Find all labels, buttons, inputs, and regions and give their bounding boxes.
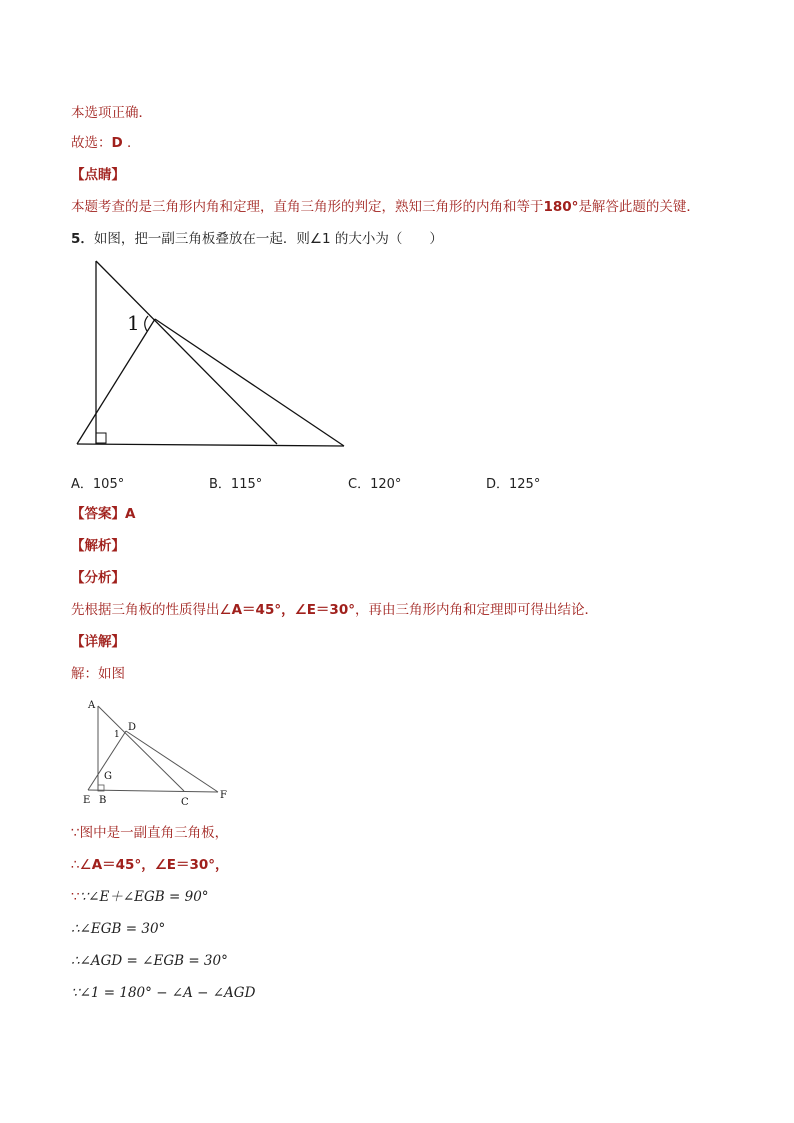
point-text-num: 180° <box>543 199 579 215</box>
answer-value: A <box>125 506 136 522</box>
point-heading: 【点睛】 <box>71 167 125 183</box>
detail-heading: 【详解】 <box>71 634 125 650</box>
step-1: ∵图中是一副直角三角板， <box>71 825 229 841</box>
fig1-edge-ed <box>77 319 155 444</box>
fig1-right-angle-mark <box>96 433 106 443</box>
question-stem <box>71 230 443 248</box>
option-b: B．115° <box>209 477 263 492</box>
step-2: ∴∠A＝45°，∠E＝30°， <box>71 857 229 873</box>
choose-suffix: ． <box>127 135 141 151</box>
option-a: A．105° <box>71 477 125 492</box>
analysis-text: 先根据三角板的性质得出∠A＝45°，∠E＝30°，再由三角形内角和定理即可得出结论． <box>71 602 598 618</box>
fig2-label-e: E <box>83 795 91 806</box>
question-figure <box>70 255 355 455</box>
fig2-label-d: D <box>128 722 137 733</box>
fig2-label-b: B <box>99 795 107 806</box>
choose-line <box>71 134 141 152</box>
fig2-label-a: A <box>88 700 96 711</box>
fig2-label-c: C <box>181 797 189 808</box>
point-text <box>71 198 700 216</box>
question-number: 5． <box>71 231 94 247</box>
step-3: ∵∵∠E＋∠EGB = 90° <box>71 889 209 905</box>
correct-statement: 本选项正确． <box>71 105 152 121</box>
answer-heading: 【答案】 <box>71 506 125 522</box>
fig2-edge-ef <box>88 790 218 792</box>
point-text-after: 是解答此题的关键． <box>578 199 700 215</box>
fig1-edge-df <box>155 319 344 446</box>
fig2-label-1: 1 <box>114 730 120 740</box>
fig1-hyp-45 <box>96 261 277 444</box>
point-text-before: 本题考查的是三角形内角和定理，直角三角形的判定，熟知三角形的内角和等于 <box>71 199 544 215</box>
detail-figure <box>78 697 238 809</box>
fig2-label-f: F <box>220 790 227 801</box>
fig1-base <box>77 444 344 446</box>
step-6: ∵∠1 = 180° − ∠A − ∠AGD <box>71 985 256 1001</box>
fig2-label-g: G <box>104 771 112 782</box>
step-4: ∴∠EGB = 30° <box>71 921 166 937</box>
answer-line <box>71 505 135 523</box>
option-c: C．120° <box>348 477 402 492</box>
analysis-heading: 【解析】 <box>71 538 125 554</box>
detail-intro: 解：如图 <box>71 666 125 682</box>
option-d: D．125° <box>486 477 541 492</box>
fig2-edge-df <box>126 731 218 792</box>
fig1-angle-label: 1 <box>127 311 140 335</box>
question-text: 如图，把一副三角板叠放在一起．则∠1 的大小为（ ） <box>93 231 443 247</box>
step-5: ∴∠AGD = ∠EGB = 30° <box>71 953 228 969</box>
fig1-angle-arc <box>145 316 148 331</box>
analysis-sub-heading: 【分析】 <box>71 570 125 586</box>
choose-prefix: 故选： <box>71 135 112 151</box>
choose-answer: D <box>111 135 123 151</box>
